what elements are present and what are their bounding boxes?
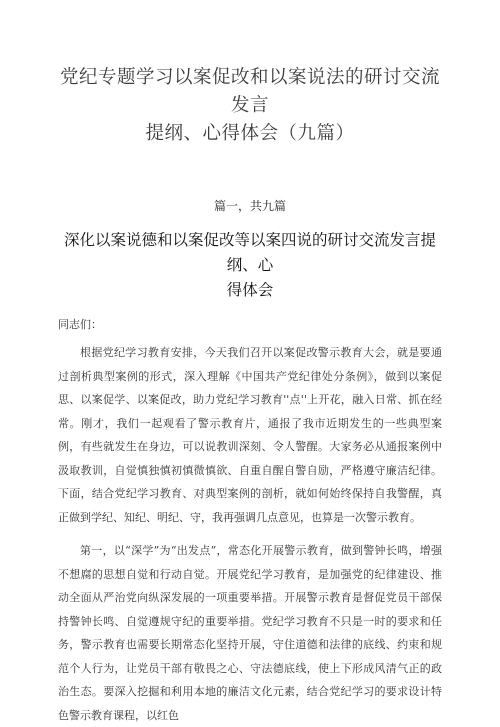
document-title-line2: 提纲、心得体会（九篇）	[145, 123, 355, 144]
section-label: 篇一，共九篇	[213, 199, 286, 213]
body-paragraph-2: 第一，以“深学”为“出发点”，常态化开展警示教育，做到警钟长鸣，增强不想腐的思想自觉和行动自觉。开展党纪学习教育，是加强党的纪律建设、推动全面从严治党向纵深发展的一项重要举措。开展警示教育是督促党员干部保持警钟长鸣、自觉遵规守纪的重要举措。党纪学习教育不只是一时的要求和任务，警示教育也需要长期常态化坚持开展，守住道德和法律的底线、约束和规范个人行为，让党员干部有敬畏之心、守法德底线，使上下形成风清气正的政治生态。要深入挖掘和利用本地的廉洁文化元素，结合党纪学习的要求设计特色警示教育课程，以红色	[58, 544, 442, 722]
body-paragraph-1: 根据党纪学习教育安排，今天我们召开以案促改警示教育大会，就是要通过剖析典型案例的形式，深入理解《中国共产党纪律处分条例》，做到以案促思、以案促学、以案促改，助力党纪学习教育''点''上开花，融入日常、抓在经常。刚才，我们一起观看了警示教育片，通报了我市近期发生的一些典型案例，有些就发生在身边，可以说教训深刻、令人警醒。大家务必从通报案例中汲取教训，自觉慎独慎初慎微慎欲、自重自醒自警自励，严格遵守廉洁纪律。下面，结合党纪学习教育、对典型案例的剖析，就如何始终保持自我警醒，真正做到学纪、知纪、明纪、守，我再强调几点意见，也算是一次警示教育。	[58, 346, 442, 524]
document-title	[58, 0, 442, 148]
article-title-line2: 得体会	[226, 281, 274, 299]
article-title-line1: 深化以案说德和以案促改等以案四说的研讨交流发言提纲、心	[63, 231, 436, 274]
article-title	[58, 228, 442, 303]
document-title-line1: 党纪专题学习以案促改和以案说法的研讨交流发言	[59, 67, 440, 116]
salutation: 同志们：	[58, 318, 102, 331]
